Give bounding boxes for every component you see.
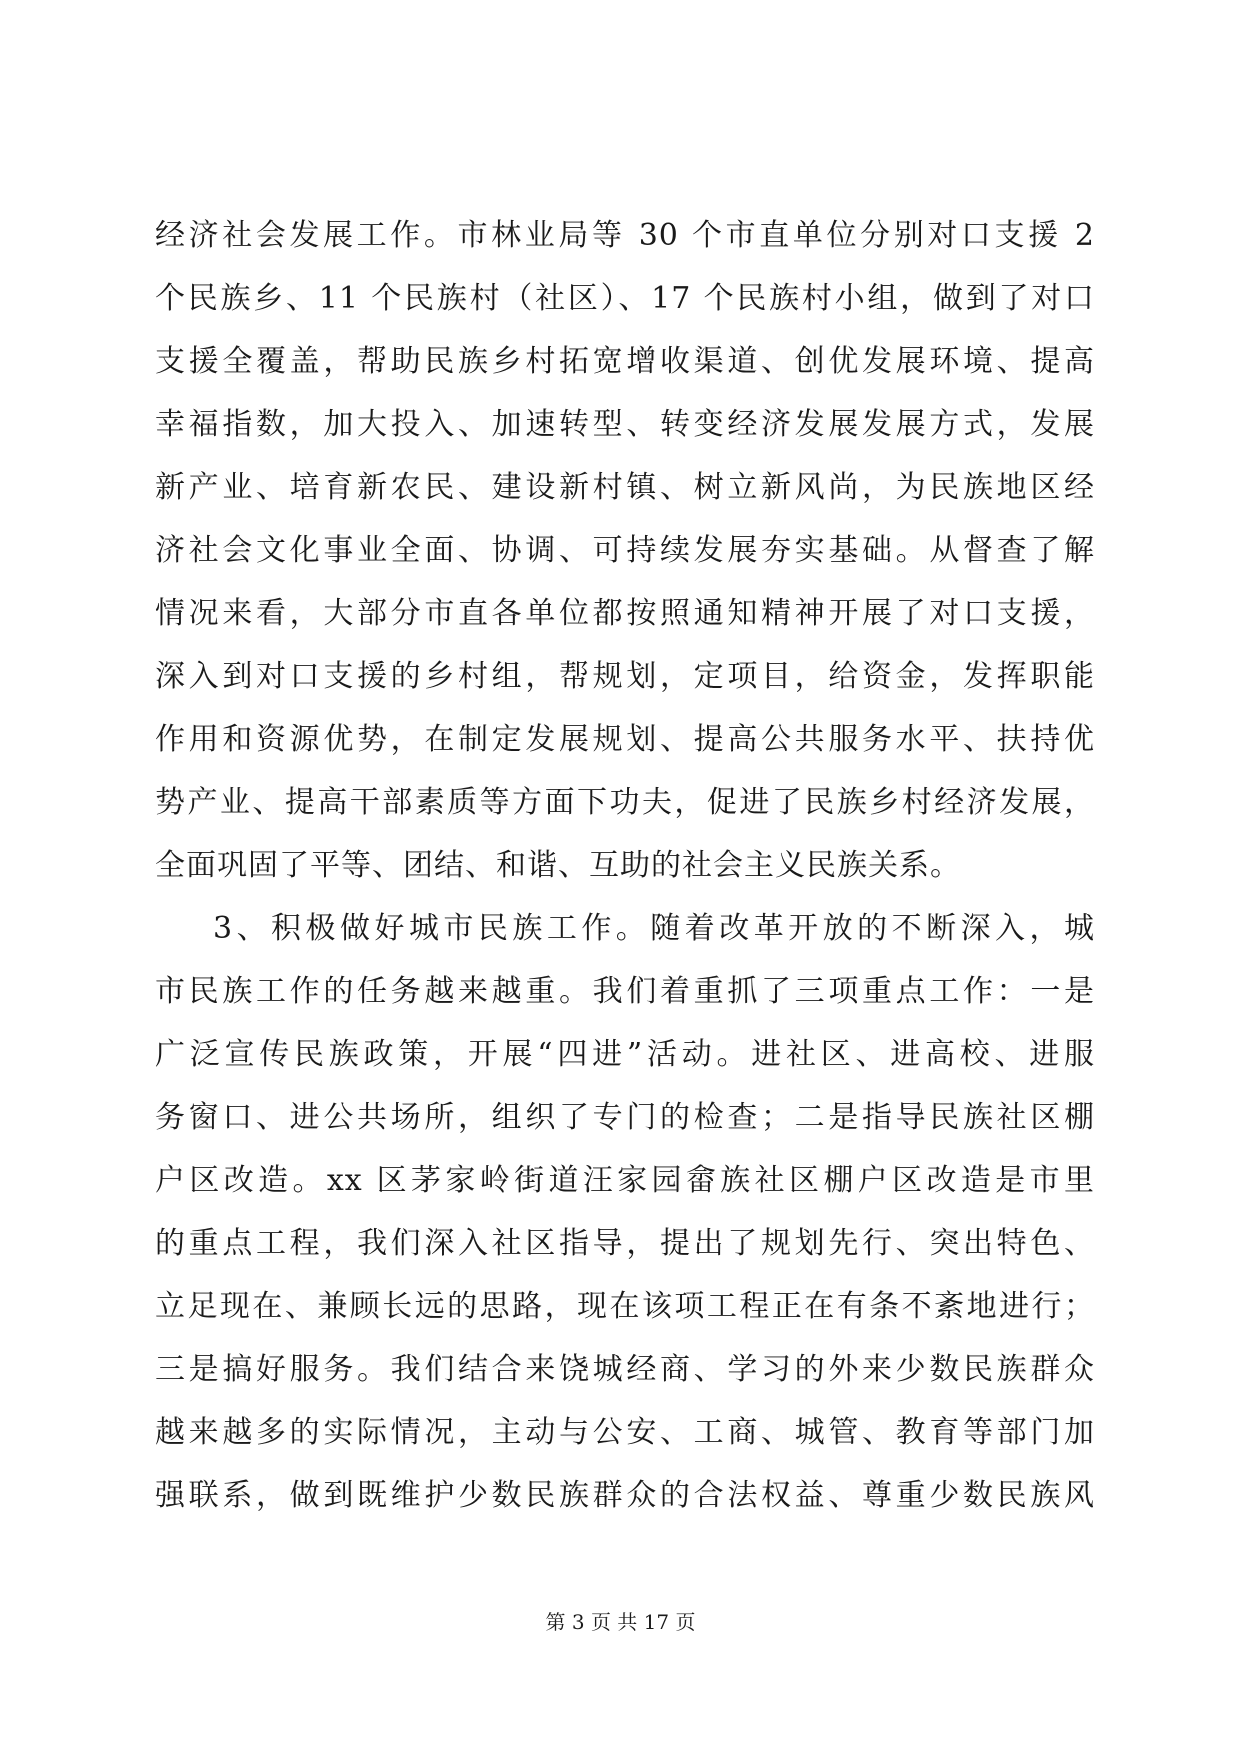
text-line: 势产业、提高干部素质等方面下功夫，促进了民族乡村经济发展， [155,785,1095,820]
text-line: 济社会文化事业全面、协调、可持续发展夯实基础。从督查了解 [155,533,1095,568]
text-line: 越来越多的实际情况，主动与公安、工商、城管、教育等部门加 [155,1415,1095,1450]
text-line: 情况来看，大部分市直各单位都按照通知精神开展了对口支援， [155,596,1095,631]
text-line: 务窗口、进公共场所，组织了专门的检查；二是指导民族社区棚 [155,1100,1095,1135]
text-line: 的重点工程，我们深入社区指导，提出了规划先行、突出特色、 [155,1226,1095,1261]
text-line: 幸福指数，加大投入、加速转型、转变经济发展发展方式，发展 [155,407,1095,442]
text-line: 市民族工作的任务越来越重。我们着重抓了三项重点工作：一是 [155,974,1095,1009]
text-line: 作用和资源优势，在制定发展规划、提高公共服务水平、扶持优 [155,722,1095,757]
text-line: 户区改造。xx 区茅家岭街道汪家园畲族社区棚户区改造是市里 [155,1163,1095,1198]
text-line: 经济社会发展工作。市林业局等 30 个市直单位分别对口支援 2 [155,218,1095,253]
text-line: 广泛宣传民族政策，开展“四进”活动。进社区、进高校、进服 [155,1037,1095,1072]
text-line: 新产业、培育新农民、建设新村镇、树立新风尚，为民族地区经 [155,470,1095,505]
text-line: 3、积极做好城市民族工作。随着改革开放的不断深入，城 [213,911,1095,946]
text-line: 立足现在、兼顾长远的思路，现在该项工程正在有条不紊地进行； [155,1289,1095,1324]
text-line: 强联系，做到既维护少数民族群众的合法权益、尊重少数民族风 [155,1478,1095,1513]
text-line: 全面巩固了平等、团结、和谐、互助的社会主义民族关系。 [155,848,961,883]
body-text [155,204,1095,1527]
text-line: 支援全覆盖，帮助民族乡村拓宽增收渠道、创优发展环境、提高 [155,344,1095,379]
text-line: 三是搞好服务。我们结合来饶城经商、学习的外来少数民族群众 [155,1352,1095,1387]
text-line: 深入到对口支援的乡村组，帮规划，定项目，给资金，发挥职能 [155,659,1095,694]
text-line: 个民族乡、11 个民族村（社区）、17 个民族村小组，做到了对口 [155,281,1095,316]
page-number-footer: 第 3 页 共 17 页 [545,1610,696,1634]
